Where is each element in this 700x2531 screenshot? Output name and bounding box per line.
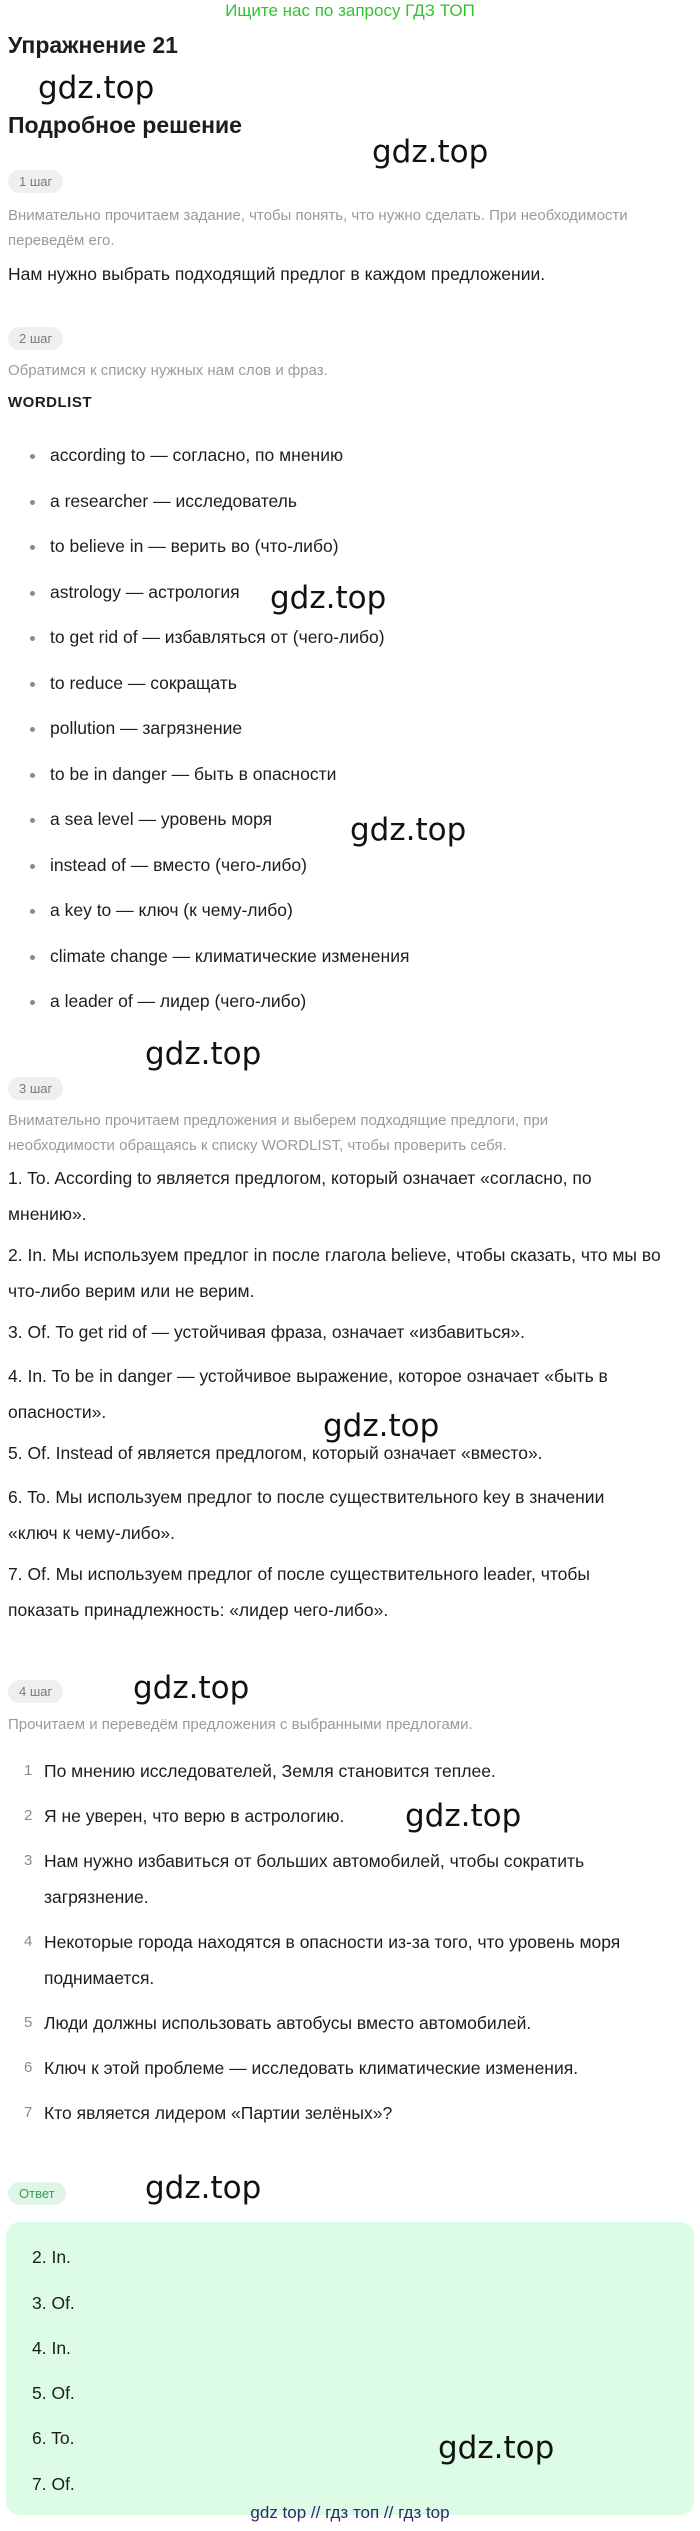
list-item	[8, 752, 688, 798]
list-item	[8, 843, 688, 889]
step-hint: Внимательно прочитаем предложения и выберем подходящие предлоги, при необходимости обращаясь к списку WORDLIST, чтобы проверить себя.	[8, 1112, 549, 1154]
step-badge: 3 шаг	[8, 1077, 63, 1100]
translations-list	[8, 1753, 688, 2140]
step-hint: Прочитаем и переведём предложения с выбранными предлогами.	[8, 1716, 473, 1733]
step-badge: 4 шаг	[8, 1680, 63, 1703]
list-item: 2 Я не уверен, что верю в астрологию.	[24, 1806, 345, 1826]
bullet-icon	[30, 773, 35, 778]
list-item	[8, 979, 688, 1025]
watermark: gdz.top	[405, 1798, 522, 1834]
explanation-item: 3. Of. To get rid of — устойчивая фраза, означает «избавиться».	[8, 1322, 526, 1342]
bullet-icon	[30, 955, 35, 960]
watermark: gdz.top	[323, 1408, 440, 1444]
word-entry: a key to — ключ (к чему-либо)	[50, 900, 293, 920]
answer-badge: Ответ	[8, 2182, 66, 2205]
word-entry: climate change — климатические изменения	[50, 945, 410, 966]
list-item	[8, 706, 688, 752]
bullet-icon	[30, 682, 35, 687]
explanations-list	[8, 1160, 698, 1629]
word-entry: to reduce — сокращать	[50, 672, 237, 693]
page-title: Упражнение 21	[8, 32, 178, 58]
answer-item: 7. Of.	[32, 2474, 75, 2494]
word-entry: according to — согласно, по мнению	[50, 445, 344, 465]
word-entry: a sea level — уровень моря	[50, 809, 273, 829]
answer-item: 6. To.	[32, 2428, 75, 2448]
bullet-icon	[30, 818, 35, 823]
watermark: gdz.top	[133, 1670, 250, 1706]
list-item: 1 По мнению исследователей, Земля становится теплее.	[24, 1761, 496, 1781]
bullet-icon	[30, 727, 35, 732]
bullet-icon	[30, 864, 35, 869]
list-item: 3 Нам нужно избавиться от больших автомобилей, чтобы сократить загрязнение.	[24, 1851, 585, 1907]
word-entry: a leader of — лидер (чего-либо)	[50, 991, 307, 1011]
explanation-item: 1. To. According to является предлогом, который означает «согласно, по мнению».	[8, 1168, 592, 1224]
wordlist	[8, 433, 688, 1025]
list-item	[8, 433, 688, 479]
watermark: gdz.top	[145, 1036, 262, 1072]
explanation-item: 6. To. Мы используем предлог to после существительного key в значении «ключ к чему-либо».	[8, 1487, 605, 1543]
word-entry: instead of — вместо (чего-либо)	[50, 854, 307, 875]
bullet-icon	[30, 500, 35, 505]
watermark: gdz.top	[372, 134, 489, 170]
bullet-icon	[30, 591, 35, 596]
word-entry: a researcher — исследователь	[50, 490, 297, 511]
answer-item: 3. Of.	[32, 2293, 75, 2313]
search-banner[interactable]: Ищите нас по запросу ГДЗ ТОП	[225, 1, 475, 20]
bullet-icon	[30, 1000, 35, 1005]
word-entry: to get rid of — избавляться от (чего-либо)	[50, 627, 385, 647]
watermark: gdz.top	[438, 2430, 555, 2466]
list-item: 5 Люди должны использовать автобусы вместо автомобилей.	[24, 2013, 532, 2033]
step-badge: 2 шаг	[8, 327, 63, 350]
list-item	[8, 479, 688, 525]
list-item	[8, 615, 688, 661]
list-item	[8, 888, 688, 934]
step-hint: Обратимся к списку нужных нам слов и фраз.	[8, 362, 328, 379]
answer-item: 2. In.	[32, 2247, 71, 2267]
step-text: Нам нужно выбрать подходящий предлог в каждом предложении.	[8, 264, 546, 284]
bullet-icon	[30, 545, 35, 550]
explanation-item: 7. Of. Мы используем предлог of после существительного leader, чтобы показать принадлежность: «лидер чего-либо».	[8, 1564, 590, 1620]
list-item	[8, 524, 688, 570]
watermark: gdz.top	[350, 812, 467, 848]
explanation-item: 5. Of. Instead of является предлогом, который означает «вместо».	[8, 1443, 543, 1463]
word-entry: astrology — астрология	[50, 581, 240, 602]
footer-links[interactable]: gdz top // гдз топ // гдз top	[250, 2503, 450, 2522]
word-entry: pollution — загрязнение	[50, 718, 243, 738]
list-item	[8, 797, 688, 843]
step-badge: 1 шаг	[8, 170, 63, 193]
section-title: Подробное решение	[8, 112, 242, 138]
watermark: gdz.top	[270, 580, 387, 616]
answer-box	[6, 2222, 694, 2515]
wordlist-title: WORDLIST	[8, 394, 92, 411]
step-hint: Внимательно прочитаем задание, чтобы понять, что нужно сделать. При необходимости переведём его.	[8, 207, 628, 249]
answer-item: 5. Of.	[32, 2383, 75, 2403]
list-item: 4 Некоторые города находятся в опасности из-за того, что уровень моря поднимается.	[24, 1932, 621, 1988]
explanation-item: 4. In. To be in danger — устойчивое выражение, которое означает «быть в опасности».	[8, 1366, 608, 1422]
list-item	[8, 934, 688, 980]
word-entry: to believe in — верить во (что-либо)	[50, 536, 339, 556]
bullet-icon	[30, 909, 35, 914]
list-item	[8, 661, 688, 707]
list-item: 6 Ключ к этой проблеме — исследовать климатические изменения.	[24, 2058, 579, 2078]
word-entry: to be in danger — быть в опасности	[50, 763, 337, 784]
list-item: 7 Кто является лидером «Партии зелёных»?	[24, 2103, 393, 2123]
bullet-icon	[30, 454, 35, 459]
bullet-icon	[30, 636, 35, 641]
watermark: gdz.top	[38, 70, 155, 106]
answer-item: 4. In.	[32, 2338, 71, 2358]
watermark: gdz.top	[145, 2170, 262, 2206]
explanation-item: 2. In. Мы используем предлог in после глагола believe, чтобы сказать, что мы во что-либо верим или не верим.	[8, 1245, 661, 1301]
